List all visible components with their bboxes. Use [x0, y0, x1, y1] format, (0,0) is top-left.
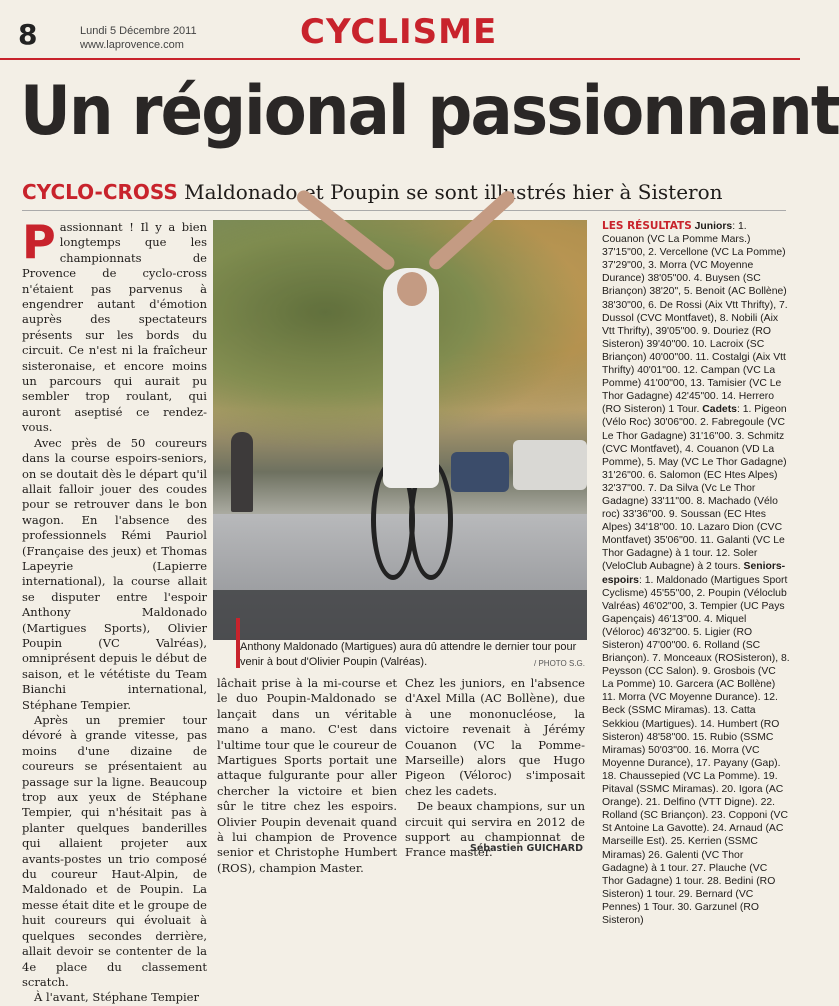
photo-credit: / PHOTO S.G. [534, 659, 585, 668]
kicker-divider [22, 210, 786, 211]
results-cadets-label: Cadets [702, 404, 737, 416]
byline: Sébastien GUICHARD [470, 843, 583, 854]
article-paragraph: Avec près de 50 coureurs dans la course espoirs-seniors, on se doutait dès le départ qu'il allait falloir jouer des coudes pour se retrouver dans le bon wagon. En l'absence des professionnels Rémi Pauriol (Française des jeux) et Thomas Lapeyrie (Lapierre international), la course allait se disputer entre l'espoir Anthony Maldonado (Martigues Sports), Olivier Poupin (VC Valréas), omniprésent depuis le début de saison, et le vététiste du Team Bianchi international, Stéphane Tempier. [22, 435, 207, 712]
results-juniors: : 1. Couanon (VC La Pomme Mars.) 37'15"00, 2. Vercellone (VC La Pomme) 37'29"00, 3. Morra (VC Moyenne Durance) 38'05"00. 4. Buysen (SC Briançon) 38'20", 5. Benoit (AC Bollène) 38'30"00, 6. De Rossi (Aix Vtt Thrifty), 7. Dussol (CVC Montfavet), 8. Nobili (Aix Vtt Thrifty), 39'05"00. 9. Douriez (RO Sisteron) 39'40"00. 10. Lacroix (SC Briançon) 40'00"00. 11. Costalgi (Aix Vtt Thrifty) 40'01"00. 12. Campan (VC La Pomme) 41'00"00, 13. Tamisier (VC Le Thor Gadagne) 42'45"00. 14. Herrero (RO Sisteron) 1 Tour. [602, 221, 788, 416]
header-divider [0, 58, 800, 60]
article-paragraph: À l'avant, Stéphane Tempier [34, 990, 199, 1005]
article-paragraph: De beaux champions, sur un circuit qui servira en 2012 de support au championnat de France master. [405, 799, 585, 860]
page-title: Un régional passionnant [20, 72, 839, 151]
photo-shadow [213, 590, 587, 640]
photo-spectator [231, 432, 253, 512]
article-photo [213, 220, 587, 640]
kicker-text: Maldonado et Poupin se sont illustrés hier à Sisteron [177, 180, 723, 204]
photo-caption [240, 640, 585, 670]
article-column-1 [22, 215, 207, 1006]
page-number: 8 [18, 18, 38, 51]
results-cadets: : 1. Pigeon (Vélo Roc) 30'06"00. 2. Fabregoule (VC Le Thor Gadagne) 31'16"00. 3. Schmitz (CVC Montfavet), 4. Couanon (VD La Pomme), 5. May (VC Le Thor Gadagne) 31'26"00. 6. Salomon (EC Htes Alpes) 32'37"00. 7. Da Silva (Vc Le Thor Gadagne) 33'11"00. 8. Machado (Vélo roc) 33'36"00. 9. Soussan (EC Htes Alpes) 34'18"00. 10. Lazaro Dion (CVC Montfavet) 35'06"00. 11. Galanti (VC Le Thor Gadagne) à 1 tour. 12. Soler (VeloClub Aubagne) à 2 tours. [602, 404, 787, 573]
article-paragraph: lâchait prise à la mi-course et le duo Poupin-Maldonado se lançait dans un véritable mano a mano. C'est dans l'ultime tour que le coureur de Martigues Sports portait une attaque fulgurante pour aller chercher la victoire et bien sûr le titre chez les espoirs. Olivier Poupin devenait quand à lui champion de Provence senior et Christophe Humbert (ROS), champion Master. [217, 676, 397, 875]
results-juniors-label: Juniors [694, 221, 733, 232]
article-paragraph [22, 215, 207, 436]
photo-car [513, 440, 587, 490]
header-website: www.laprovence.com [80, 39, 184, 51]
results-box [602, 220, 790, 927]
header-dateline [80, 24, 197, 52]
article-column-2 [217, 676, 397, 876]
results-seniors-label: Seniors-espoirs [602, 561, 786, 586]
article-column-3 [405, 676, 585, 861]
results-heading: LES RÉSULTATS [602, 220, 692, 232]
caption-text: Anthony Maldonado (Martigues) aura dû attendre le dernier tour pour venir à bout d'Olivier Poupin (Valréas). [240, 641, 577, 668]
drop-cap: P [22, 215, 56, 269]
article-paragraph: Chez les juniors, en l'absence d'Axel Milla (AC Bollène), due à une mononucléose, la victoire revenait à Jérémy Couanon (VC la Pomme-Marseille) alors que Hugo Pigeon (Véloroc) s'imposait chez les cadets. [405, 676, 585, 798]
photo-car [451, 452, 509, 492]
header-date: Lundi 5 Décembre 2011 [80, 25, 197, 37]
article-paragraph: Après un premier tour dévoré à grande vitesse, pas moins d'une dizaine de coureurs se présentaient au passage sur la ligne. Beaucoup trop aux yeux de Stéphane Tempier, qui n'hésitait pas à planter quelques banderilles qui allaient projeter aux avants-postes un trio composé du coureur Haut-Alpin, de Maldonado et de Poupin. La messe était dite et le groupe de huit coureurs qui évoluait à quelques secondes derrière, allait devoir se contenter de la 4e place du classement scratch. [22, 713, 207, 989]
results-seniors: : 1. Maldonado (Martigues Sport Cyclisme) 45'55"00, 2. Poupin (Véloclub Valréas) 46'02"00, 3. Tempier (UC Pays Gapençais) 46'13"00. 4. Miquel (Véloroc) 46'32"00. 5. Ligier (RO Sisteron) 47'00"00. 6. Rolland (SC Briançon). 7. Monceaux (ROSisteron), 8. Peysson (CC Salon). 9. Grosbois (VC La Pomme) 10. Garcera (AC Bollène) 11. Morra (VC Moyenne Durance). 12. Beck (SSMC Miramas). 13. Catta Sekkiou (Martigues). 14. Humbert (RO Sisteron) 48'58"00. 15. Rubio (SSMC Miramas) 50'03"00. 16. Morra (VC Moyenne Durance), 17. Payany (Gap). 18. Chaussepied (VC La Pomme). 19. Pitaval (SSMC Miramas). 20. Igora (AC Orange). 21. Delfino (VTT Digne). 22. Rolland (SC Briançon). 23. Copponi (VC St Antoine La Gavotte). 24. Arnaud (AC Marseille Est). 25. Kerrien (SSMC Miramas) 26. Galenti (VC Thor Gadagne) à 1 tour. 27. Plauche (VC Thor Gadagne) 1 tour. 28. Bedini (RO Sisteron) 1 tour. 29. Bernard (VC Pennes) 1 Tour. 30. Garzunel (RO Sisteron) [602, 574, 790, 926]
section-rubric: CYCLISME [300, 12, 498, 52]
kicker [22, 180, 723, 204]
paragraph-text: assionnant ! Il y a bien longtemps que les championnats de Provence de cyclo-cross n'étaient pas parvenus à engendrer autant d'émotion auprès des spectateurs présents sur les bords du circuit. Ce n'est ni la fraîcheur sisteronaise, et encore moins un parcours qui aurait pu sembler trop roulant, qui auront aseptisé ce rendez-vous. [22, 220, 207, 435]
photo-rider-head [397, 272, 427, 306]
kicker-tag: CYCLO-CROSS [22, 180, 178, 204]
